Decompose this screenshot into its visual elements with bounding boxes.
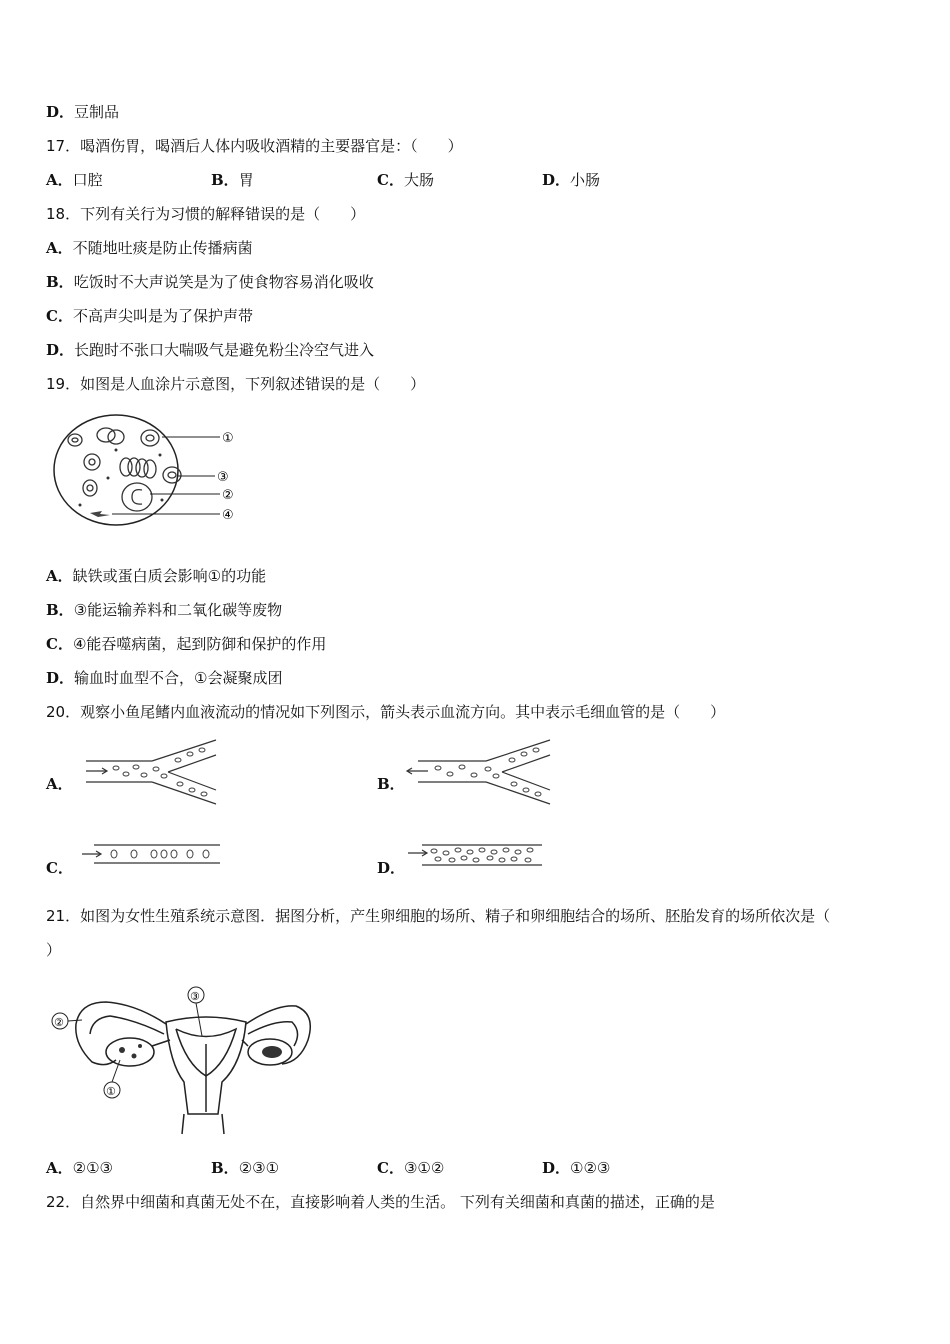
- option-label: D．: [46, 103, 75, 121]
- q16-option-d: [46, 102, 119, 122]
- q20-stem: 20．观察小鱼尾鳍内血液流动的情况如下列图示，箭头表示血流方向。其中表示毛细血管的是（ ）: [46, 703, 726, 721]
- vessel-diagram-c: [80, 842, 224, 868]
- q19-option-d: D．输血时血型不合，①会凝聚成团: [46, 669, 283, 687]
- q21-option-d: D．①②③: [542, 1159, 611, 1177]
- q19-option-a: A．缺铁或蛋白质会影响①的功能: [46, 567, 267, 585]
- option-text: 豆制品: [74, 103, 120, 121]
- figure-label: ③: [217, 470, 229, 485]
- figure-label: ①: [106, 1085, 116, 1098]
- q19-stem: 19．如图是人血涂片示意图，下列叙述错误的是（ ）: [46, 375, 426, 393]
- q21-option-a: A．②①③: [46, 1159, 113, 1177]
- q19-option-c: C．④能吞噬病菌，起到防御和保护的作用: [46, 635, 327, 653]
- q17-option-b: B．胃: [211, 171, 254, 189]
- vessel-diagram-a: [80, 736, 220, 808]
- figure-label: ③: [190, 990, 200, 1003]
- q20-option-b: B．: [377, 775, 405, 793]
- q17-stem: 17．喝酒伤胃，喝酒后人体内吸收酒精的主要器官是：（ ）: [46, 137, 463, 155]
- q21-stem: 21．如图为女性生殖系统示意图．据图分析，产生卵细胞的场所、精子和卵细胞结合的场所、胚胎发育的场所依次是（: [46, 907, 831, 925]
- q17-option-a: A．口腔: [46, 171, 103, 189]
- q20-option-a: A．: [46, 775, 73, 793]
- q21-stem-end: ）: [46, 941, 62, 959]
- q18-option-d: D．长跑时不张口大喘吸气是避免粉尘冷空气进入: [46, 341, 375, 359]
- q20-option-c: C．: [46, 859, 73, 877]
- q17-option-d: D．小肠: [542, 171, 601, 189]
- vessel-diagram-b: [404, 736, 554, 808]
- q18-option-a: A．不随地吐痰是防止传播病菌: [46, 239, 253, 257]
- q19-option-b: B．③能运输养料和二氧化碳等废物: [46, 601, 283, 619]
- q21-option-c: C．③①②: [377, 1159, 445, 1177]
- figure-label: ④: [222, 508, 234, 523]
- q21-option-b: B．②③①: [211, 1159, 280, 1177]
- q18-option-c: C．不高声尖叫是为了保护声带: [46, 307, 253, 325]
- blood-smear-figure: [50, 410, 250, 530]
- q18-stem: 18．下列有关行为习惯的解释错误的是（ ）: [46, 205, 366, 223]
- figure-label: ①: [222, 431, 234, 446]
- q20-option-d: D．: [377, 859, 406, 877]
- figure-label: ②: [222, 488, 234, 503]
- q17-option-c: C．大肠: [377, 171, 434, 189]
- figure-label: ②: [54, 1016, 64, 1029]
- q18-option-b: B．吃饭时不大声说笑是为了使食物容易消化吸收: [46, 273, 374, 291]
- female-reproductive-system-figure: [46, 984, 316, 1136]
- vessel-diagram-d: [404, 842, 544, 868]
- q22-stem: 22．自然界中细菌和真菌无处不在，直接影响着人类的生活。 下列有关细菌和真菌的描述，正确的是: [46, 1193, 715, 1211]
